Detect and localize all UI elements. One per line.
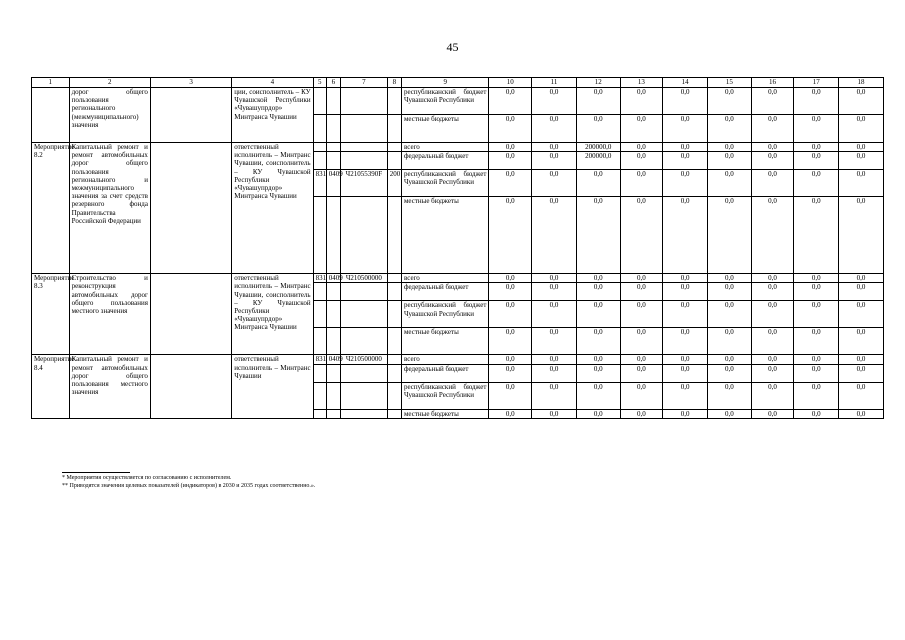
value-cell: 0,0	[839, 382, 884, 409]
blank-cell	[150, 143, 231, 274]
source-label-cell: местные бюджеты	[402, 197, 489, 274]
value-cell: 0,0	[839, 88, 884, 115]
value-cell: 0,0	[663, 197, 708, 274]
event-name-cell: Капитальный ремонт и ремонт автомобильных дорог общего пользования местного значения	[69, 355, 150, 418]
code-cell	[387, 274, 401, 283]
code-cell: Ч210500000	[341, 355, 388, 364]
value-cell: 0,0	[751, 115, 794, 143]
code-cell	[387, 197, 401, 274]
value-cell: 0,0	[794, 409, 839, 418]
value-cell: 0,0	[663, 409, 708, 418]
value-cell: 0,0	[576, 355, 620, 364]
code-cell	[326, 115, 340, 143]
code-cell	[326, 283, 340, 301]
value-cell: 0,0	[620, 143, 663, 152]
value-cell: 0,0	[663, 328, 708, 355]
code-cell	[341, 301, 388, 328]
header-row	[32, 78, 884, 88]
code-cell	[387, 409, 401, 418]
value-cell: 0,0	[751, 88, 794, 115]
value-cell: 0,0	[707, 301, 751, 328]
code-cell	[387, 364, 401, 382]
value-cell: 0,0	[794, 152, 839, 170]
value-cell: 200000,0	[576, 152, 620, 170]
value-cell: 0,0	[751, 301, 794, 328]
code-cell	[326, 364, 340, 382]
event-id-cell: Мероприятие 8.4	[32, 355, 70, 418]
event-id-cell: Мероприятие 8.2	[32, 143, 70, 274]
header-cell: 17	[794, 78, 839, 88]
value-cell: 0,0	[532, 143, 577, 152]
value-cell: 0,0	[620, 355, 663, 364]
value-cell: 0,0	[663, 115, 708, 143]
value-cell: 0,0	[576, 409, 620, 418]
value-cell: 0,0	[707, 328, 751, 355]
code-cell	[341, 283, 388, 301]
value-cell: 0,0	[489, 283, 532, 301]
code-cell	[326, 328, 340, 355]
header-cell: 9	[402, 78, 489, 88]
value-cell: 0,0	[532, 283, 577, 301]
code-cell	[387, 355, 401, 364]
code-cell	[341, 364, 388, 382]
table-row	[32, 143, 884, 152]
value-cell: 0,0	[707, 355, 751, 364]
value-cell: 0,0	[707, 364, 751, 382]
value-cell: 0,0	[751, 328, 794, 355]
value-cell: 0,0	[576, 274, 620, 283]
source-label-cell: федеральный бюджет	[402, 364, 489, 382]
value-cell: 0,0	[489, 355, 532, 364]
footnote-1: * Мероприятия осуществляется по согласованию с исполнителем.	[62, 475, 232, 481]
value-cell: 0,0	[576, 301, 620, 328]
code-cell	[313, 409, 326, 418]
code-cell	[387, 382, 401, 409]
table-row	[32, 355, 884, 364]
event-name-cell: Капитальный ремонт и ремонт автомобильных дорог общего пользования регионального и межмуниципального значения за счет средств резервного фонда Правительства Российской Федерации	[69, 143, 150, 274]
value-cell: 0,0	[620, 170, 663, 197]
value-cell: 0,0	[707, 382, 751, 409]
value-cell: 0,0	[576, 197, 620, 274]
code-cell	[387, 143, 401, 152]
code-cell	[313, 152, 326, 170]
header-cell: 15	[707, 78, 751, 88]
value-cell: 0,0	[620, 328, 663, 355]
value-cell: 0,0	[751, 274, 794, 283]
value-cell: 0,0	[794, 143, 839, 152]
code-cell: 0409	[326, 355, 340, 364]
code-cell	[341, 152, 388, 170]
source-label-cell: республиканский бюджет Чувашской Республики	[402, 88, 489, 115]
table-row	[32, 88, 884, 115]
value-cell: 0,0	[839, 409, 884, 418]
header-cell: 10	[489, 78, 532, 88]
header-cell: 1	[32, 78, 70, 88]
value-cell: 0,0	[532, 115, 577, 143]
value-cell: 0,0	[839, 115, 884, 143]
value-cell: 0,0	[620, 364, 663, 382]
value-cell: 0,0	[489, 328, 532, 355]
value-cell: 0,0	[794, 382, 839, 409]
value-cell: 0,0	[489, 143, 532, 152]
value-cell: 0,0	[839, 197, 884, 274]
value-cell: 0,0	[532, 382, 577, 409]
event-id-cell	[32, 88, 70, 143]
source-label-cell: всего	[402, 355, 489, 364]
value-cell: 0,0	[620, 88, 663, 115]
blank-cell	[150, 355, 231, 418]
value-cell: 0,0	[794, 115, 839, 143]
value-cell: 0,0	[707, 152, 751, 170]
value-cell: 0,0	[751, 409, 794, 418]
code-cell	[313, 382, 326, 409]
value-cell: 0,0	[532, 301, 577, 328]
value-cell: 0,0	[751, 170, 794, 197]
event-name-cell: дорог общего пользования регионального (межмуниципального) значения	[69, 88, 150, 143]
value-cell: 0,0	[663, 283, 708, 301]
value-cell: 0,0	[663, 143, 708, 152]
value-cell: 0,0	[620, 274, 663, 283]
value-cell: 0,0	[532, 170, 577, 197]
value-cell: 0,0	[576, 328, 620, 355]
code-cell	[387, 88, 401, 115]
source-label-cell: республиканский бюджет Чувашской Республики	[402, 170, 489, 197]
code-cell	[313, 143, 326, 152]
value-cell: 0,0	[794, 364, 839, 382]
event-id-cell: Мероприятие 8.3	[32, 274, 70, 355]
value-cell: 0,0	[707, 274, 751, 283]
code-cell	[387, 115, 401, 143]
value-cell: 0,0	[489, 152, 532, 170]
executor-cell: ответственный исполнитель – Минтранс Чувашии, соисполнитель – КУ Чувашской Республики «Чувашупрдор» Минтранса Чувашии	[232, 143, 313, 274]
executor-cell: ответственный исполнитель – Минтранс Чувашии, соисполнитель – КУ Чувашской Республики «Чувашупрдор» Минтранса Чувашии	[232, 274, 313, 355]
code-cell	[326, 197, 340, 274]
code-cell: Ч21055390F	[341, 170, 388, 197]
footnotes	[62, 472, 315, 490]
value-cell: 0,0	[707, 88, 751, 115]
value-cell: 0,0	[532, 355, 577, 364]
page-number: 45	[446, 40, 459, 54]
value-cell: 0,0	[532, 274, 577, 283]
budget-table	[31, 77, 884, 419]
value-cell: 0,0	[489, 170, 532, 197]
value-cell: 0,0	[663, 382, 708, 409]
code-cell: 831	[313, 274, 326, 283]
value-cell: 200000,0	[576, 143, 620, 152]
value-cell: 0,0	[794, 283, 839, 301]
value-cell: 0,0	[663, 355, 708, 364]
value-cell: 0,0	[839, 364, 884, 382]
value-cell: 0,0	[794, 170, 839, 197]
code-cell	[313, 283, 326, 301]
value-cell: 0,0	[707, 170, 751, 197]
value-cell: 0,0	[489, 197, 532, 274]
code-cell	[387, 283, 401, 301]
value-cell: 0,0	[576, 382, 620, 409]
value-cell: 0,0	[620, 197, 663, 274]
value-cell: 0,0	[620, 152, 663, 170]
value-cell: 0,0	[663, 301, 708, 328]
code-cell: Ч210500000	[341, 274, 388, 283]
value-cell: 0,0	[707, 197, 751, 274]
footnote-rule	[62, 472, 130, 473]
value-cell: 0,0	[663, 364, 708, 382]
code-cell	[326, 409, 340, 418]
source-label-cell: местные бюджеты	[402, 115, 489, 143]
table-row	[32, 274, 884, 283]
header-cell: 5	[313, 78, 326, 88]
value-cell: 0,0	[794, 197, 839, 274]
executor-cell: ции, соисполнитель – КУ Чувашской Республики «Чувашупрдор» Минтранса Чувашии	[232, 88, 313, 143]
code-cell	[387, 301, 401, 328]
value-cell: 0,0	[576, 115, 620, 143]
value-cell: 0,0	[751, 152, 794, 170]
source-label-cell: местные бюджеты	[402, 409, 489, 418]
value-cell: 0,0	[794, 328, 839, 355]
value-cell: 0,0	[576, 283, 620, 301]
code-cell	[326, 382, 340, 409]
source-label-cell: республиканский бюджет Чувашской Республики	[402, 382, 489, 409]
code-cell	[313, 115, 326, 143]
value-cell: 0,0	[839, 274, 884, 283]
code-cell	[313, 364, 326, 382]
value-cell: 0,0	[489, 364, 532, 382]
header-cell: 13	[620, 78, 663, 88]
value-cell: 0,0	[532, 409, 577, 418]
value-cell: 0,0	[576, 88, 620, 115]
value-cell: 0,0	[489, 382, 532, 409]
value-cell: 0,0	[751, 355, 794, 364]
header-cell: 11	[532, 78, 577, 88]
value-cell: 0,0	[532, 88, 577, 115]
code-cell: 0409	[326, 274, 340, 283]
executor-cell: ответственный исполнитель – Минтранс Чувашии	[232, 355, 313, 418]
value-cell: 0,0	[751, 382, 794, 409]
value-cell: 0,0	[620, 301, 663, 328]
value-cell: 0,0	[839, 283, 884, 301]
value-cell: 0,0	[489, 301, 532, 328]
blank-cell	[150, 274, 231, 355]
value-cell: 0,0	[707, 115, 751, 143]
value-cell: 0,0	[794, 88, 839, 115]
code-cell: 831	[313, 170, 326, 197]
code-cell: 831	[313, 355, 326, 364]
value-cell: 0,0	[839, 143, 884, 152]
value-cell: 0,0	[576, 170, 620, 197]
value-cell: 0,0	[707, 143, 751, 152]
value-cell: 0,0	[489, 115, 532, 143]
header-cell: 7	[341, 78, 388, 88]
header-cell: 3	[150, 78, 231, 88]
header-cell: 16	[751, 78, 794, 88]
value-cell: 0,0	[620, 382, 663, 409]
source-label-cell: федеральный бюджет	[402, 152, 489, 170]
event-name-cell: Строительство и реконструкция автомобильных дорог общего пользования местного значения	[69, 274, 150, 355]
code-cell	[341, 382, 388, 409]
value-cell: 0,0	[489, 409, 532, 418]
value-cell: 0,0	[663, 88, 708, 115]
source-label-cell: республиканский бюджет Чувашской Республики	[402, 301, 489, 328]
value-cell: 0,0	[794, 355, 839, 364]
code-cell	[313, 88, 326, 115]
value-cell: 0,0	[663, 170, 708, 197]
header-cell: 8	[387, 78, 401, 88]
blank-cell	[150, 88, 231, 143]
value-cell: 0,0	[707, 283, 751, 301]
value-cell: 0,0	[751, 364, 794, 382]
code-cell	[313, 301, 326, 328]
code-cell	[326, 301, 340, 328]
header-cell: 14	[663, 78, 708, 88]
value-cell: 0,0	[620, 409, 663, 418]
source-label-cell: местные бюджеты	[402, 328, 489, 355]
header-cell: 6	[326, 78, 340, 88]
value-cell: 0,0	[839, 152, 884, 170]
footnote-2: ** Приводятся значения целевых показателей (индикаторов) в 2030 и 2035 годах соответственно.».	[62, 483, 316, 489]
value-cell: 0,0	[839, 301, 884, 328]
code-cell	[387, 152, 401, 170]
code-cell	[387, 328, 401, 355]
value-cell: 0,0	[620, 283, 663, 301]
code-cell	[326, 88, 340, 115]
value-cell: 0,0	[794, 274, 839, 283]
source-label-cell: всего	[402, 274, 489, 283]
value-cell: 0,0	[839, 328, 884, 355]
value-cell: 0,0	[839, 170, 884, 197]
header-cell: 2	[69, 78, 150, 88]
value-cell: 0,0	[576, 364, 620, 382]
value-cell: 0,0	[532, 197, 577, 274]
value-cell: 0,0	[751, 197, 794, 274]
code-cell: 200	[387, 170, 401, 197]
code-cell	[313, 197, 326, 274]
value-cell: 0,0	[532, 328, 577, 355]
value-cell: 0,0	[751, 283, 794, 301]
value-cell: 0,0	[663, 152, 708, 170]
source-label-cell: всего	[402, 143, 489, 152]
header-cell: 18	[839, 78, 884, 88]
code-cell	[326, 143, 340, 152]
value-cell: 0,0	[663, 274, 708, 283]
value-cell: 0,0	[794, 301, 839, 328]
value-cell: 0,0	[751, 143, 794, 152]
code-cell	[341, 328, 388, 355]
code-cell	[341, 88, 388, 115]
code-cell	[341, 409, 388, 418]
value-cell: 0,0	[707, 409, 751, 418]
code-cell	[341, 115, 388, 143]
value-cell: 0,0	[532, 364, 577, 382]
value-cell: 0,0	[532, 152, 577, 170]
code-cell	[313, 328, 326, 355]
header-cell: 12	[576, 78, 620, 88]
value-cell: 0,0	[489, 274, 532, 283]
code-cell: 0409	[326, 170, 340, 197]
source-label-cell: федеральный бюджет	[402, 283, 489, 301]
value-cell: 0,0	[489, 88, 532, 115]
header-cell: 4	[232, 78, 313, 88]
code-cell	[341, 197, 388, 274]
value-cell: 0,0	[839, 355, 884, 364]
code-cell	[341, 143, 388, 152]
code-cell	[326, 152, 340, 170]
value-cell: 0,0	[620, 115, 663, 143]
